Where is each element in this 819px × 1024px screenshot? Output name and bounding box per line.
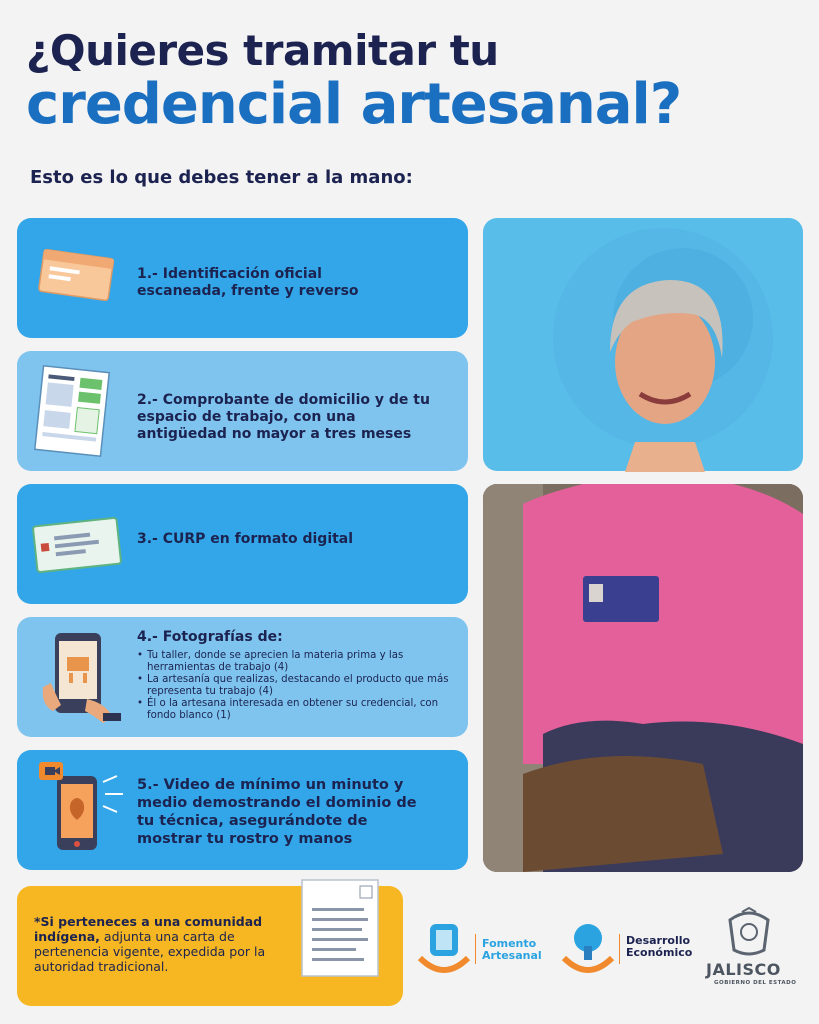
artisan-head-photo (590, 272, 740, 472)
page-title-line2: credencial artesanal? (26, 72, 682, 137)
phone-photo-icon (39, 629, 131, 729)
requirement-3-text: 3.- CURP en formato digital (137, 531, 354, 547)
document-icon (29, 361, 115, 465)
letter-document-icon (300, 878, 382, 986)
logo-divider (475, 934, 476, 964)
requirement-card-2 (17, 351, 468, 471)
desarrollo-economico-logo-icon (562, 920, 614, 982)
list-item: • La artesanía que realizas, destacando el producto que más representa tu trabajo (4) (137, 674, 456, 697)
requirement-card-4 (17, 617, 468, 737)
list-item: • Él o la artesana interesada en obtener su credencial, con fondo blanco (1) (137, 698, 456, 721)
requirement-card-3 (17, 484, 468, 604)
desarrollo-economico-logo-text: Desarrollo Económico (626, 934, 693, 959)
jalisco-subtitle: GOBIERNO DEL ESTADO (714, 980, 797, 986)
requirement-5-text: 5.- Video de mínimo un minuto y medio demostrando el dominio de tu técnica, asegurándote de mostrar tu rostro y manos (137, 777, 417, 847)
requirement-4-list (137, 650, 456, 722)
jalisco-seal-icon (722, 906, 776, 962)
requirement-card-5 (17, 750, 468, 870)
curp-card-icon (31, 516, 123, 578)
list-item: • Tu taller, donde se aprecien la materia prima y las herramientas de trabajo (4) (137, 650, 456, 673)
requirement-4-title: 4.- Fotografías de: (137, 629, 283, 645)
video-phone-icon (37, 760, 133, 862)
requirement-2-text: 2.- Comprobante de domicilio y de tu espacio de trabajo, con una antigüedad no mayor a tres meses (137, 392, 430, 442)
subtitle: Esto es lo que debes tener a la mano: (30, 167, 413, 188)
jalisco-wordmark: JALISCO (706, 960, 781, 979)
artisan-photo (483, 484, 803, 872)
page-title-line1: ¿Quieres tramitar tu (26, 26, 499, 75)
id-card-icon (37, 248, 115, 308)
requirement-1-text: 1.- Identificación oficial escaneada, frente y reverso (137, 266, 359, 299)
fomento-artesanal-logo-text: Fomento Artesanal (482, 937, 542, 962)
indigenous-note-text: *Si perteneces a una comunidad indígena, adjunta una carta de pertenencia vigente, expedida por la autoridad tradicional. (34, 914, 266, 974)
requirement-card-1 (17, 218, 468, 338)
logo-divider (619, 934, 620, 964)
fomento-artesanal-logo-icon (418, 920, 470, 982)
